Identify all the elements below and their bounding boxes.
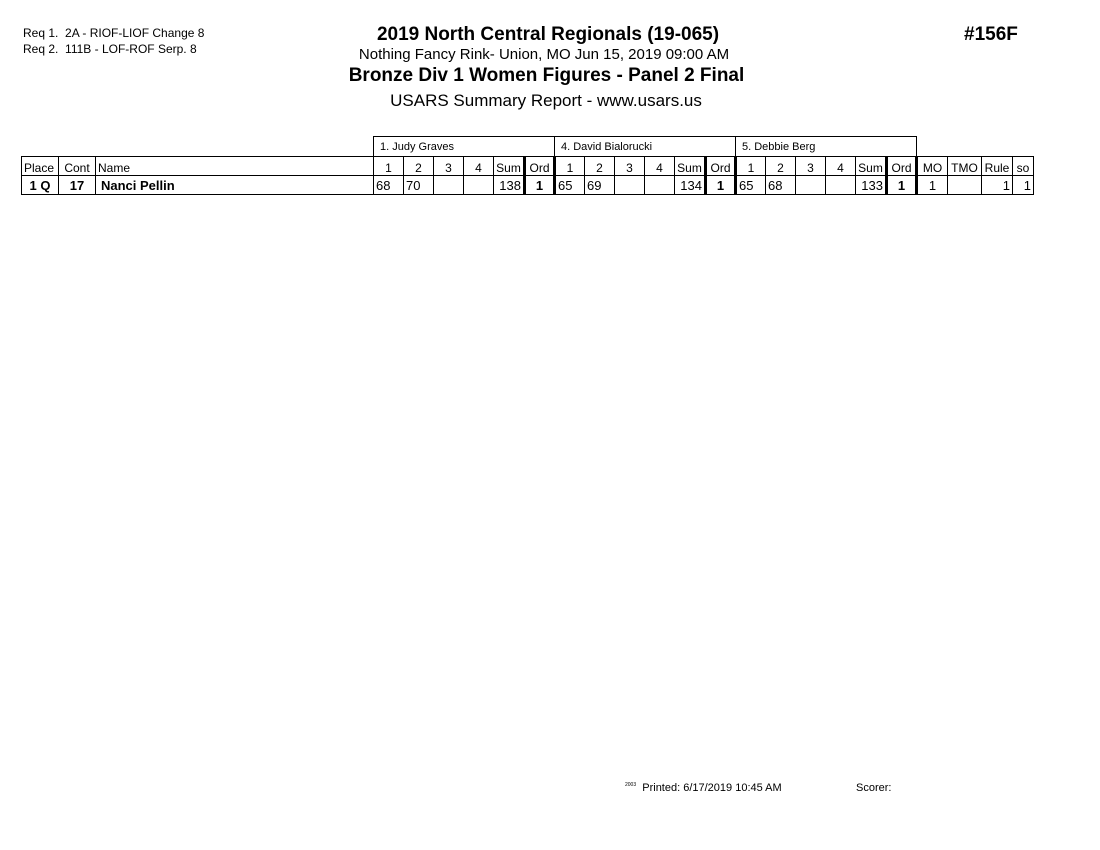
score-cell: 65 bbox=[555, 176, 585, 195]
score-cell bbox=[796, 176, 826, 195]
col-figure-3: 3 bbox=[796, 157, 826, 176]
score-cell bbox=[826, 176, 856, 195]
col-ord: Ord bbox=[525, 157, 555, 176]
requirement-label: Req 2. bbox=[23, 42, 59, 56]
so-cell: 1 bbox=[1013, 176, 1034, 195]
ord-cell: 1 bbox=[706, 176, 736, 195]
col-place: Place bbox=[22, 157, 59, 176]
score-cell bbox=[434, 176, 464, 195]
judge-name: 4. David Bialorucki bbox=[555, 137, 736, 157]
requirement-text: 111B - LOF-ROF Serp. 8 bbox=[65, 42, 197, 56]
mo-cell: 1 bbox=[917, 176, 948, 195]
printed-timestamp: Printed: 6/17/2019 10:45 AM bbox=[642, 782, 782, 794]
column-header-row bbox=[22, 157, 1034, 176]
requirement-label: Req 1. bbox=[23, 26, 59, 40]
col-figure-4: 4 bbox=[826, 157, 856, 176]
report-title: USARS Summary Report - www.usars.us bbox=[390, 91, 702, 110]
score-cell bbox=[615, 176, 645, 195]
col-figure-3: 3 bbox=[434, 157, 464, 176]
score-cell: 65 bbox=[736, 176, 766, 195]
summary-table bbox=[21, 136, 1034, 195]
col-figure-1: 1 bbox=[555, 157, 585, 176]
col-figure-3: 3 bbox=[615, 157, 645, 176]
col-mo: MO bbox=[917, 157, 948, 176]
score-cell: 70 bbox=[404, 176, 434, 195]
sum-cell: 138 bbox=[494, 176, 525, 195]
col-ord: Ord bbox=[706, 157, 736, 176]
col-so: so bbox=[1013, 157, 1034, 176]
col-figure-2: 2 bbox=[766, 157, 796, 176]
col-rule: Rule bbox=[982, 157, 1013, 176]
report-code: 2003 bbox=[625, 782, 637, 788]
scorer-label: Scorer: bbox=[856, 782, 892, 794]
event-title: Bronze Div 1 Women Figures - Panel 2 Final bbox=[348, 65, 745, 86]
col-figure-2: 2 bbox=[585, 157, 615, 176]
col-tmo: TMO bbox=[948, 157, 982, 176]
col-sum: Sum bbox=[856, 157, 887, 176]
col-figure-4: 4 bbox=[464, 157, 494, 176]
competition-title: 2019 North Central Regionals (19-065) bbox=[376, 24, 720, 45]
ord-cell: 1 bbox=[525, 176, 555, 195]
print-info bbox=[625, 782, 782, 794]
col-sum: Sum bbox=[494, 157, 525, 176]
sum-cell: 134 bbox=[675, 176, 706, 195]
event-number: #156F bbox=[964, 24, 1018, 45]
col-name: Name bbox=[96, 157, 374, 176]
score-cell bbox=[645, 176, 675, 195]
venue-datetime: Nothing Fancy Rink- Union, MO Jun 15, 2019 09:00 AM bbox=[358, 46, 730, 63]
col-ord: Ord bbox=[887, 157, 917, 176]
cont-cell: 17 bbox=[59, 176, 96, 195]
judge-name: 5. Debbie Berg bbox=[736, 137, 917, 157]
judge-header-row bbox=[22, 137, 1034, 157]
requirement-text: 2A - RIOF-LIOF Change 8 bbox=[65, 26, 205, 40]
col-figure-2: 2 bbox=[404, 157, 434, 176]
score-cell bbox=[464, 176, 494, 195]
score-cell: 69 bbox=[585, 176, 615, 195]
col-cont: Cont bbox=[59, 157, 96, 176]
sum-cell: 133 bbox=[856, 176, 887, 195]
table-row bbox=[22, 176, 1034, 195]
col-sum: Sum bbox=[675, 157, 706, 176]
score-cell: 68 bbox=[374, 176, 404, 195]
skater-name: Nanci Pellin bbox=[96, 176, 374, 195]
place-cell: 1 Q bbox=[22, 176, 59, 195]
score-cell: 68 bbox=[766, 176, 796, 195]
rule-cell: 1 bbox=[982, 176, 1013, 195]
ord-cell: 1 bbox=[887, 176, 917, 195]
col-figure-1: 1 bbox=[736, 157, 766, 176]
col-figure-1: 1 bbox=[374, 157, 404, 176]
judge-name: 1. Judy Graves bbox=[374, 137, 555, 157]
tmo-cell bbox=[948, 176, 982, 195]
col-figure-4: 4 bbox=[645, 157, 675, 176]
